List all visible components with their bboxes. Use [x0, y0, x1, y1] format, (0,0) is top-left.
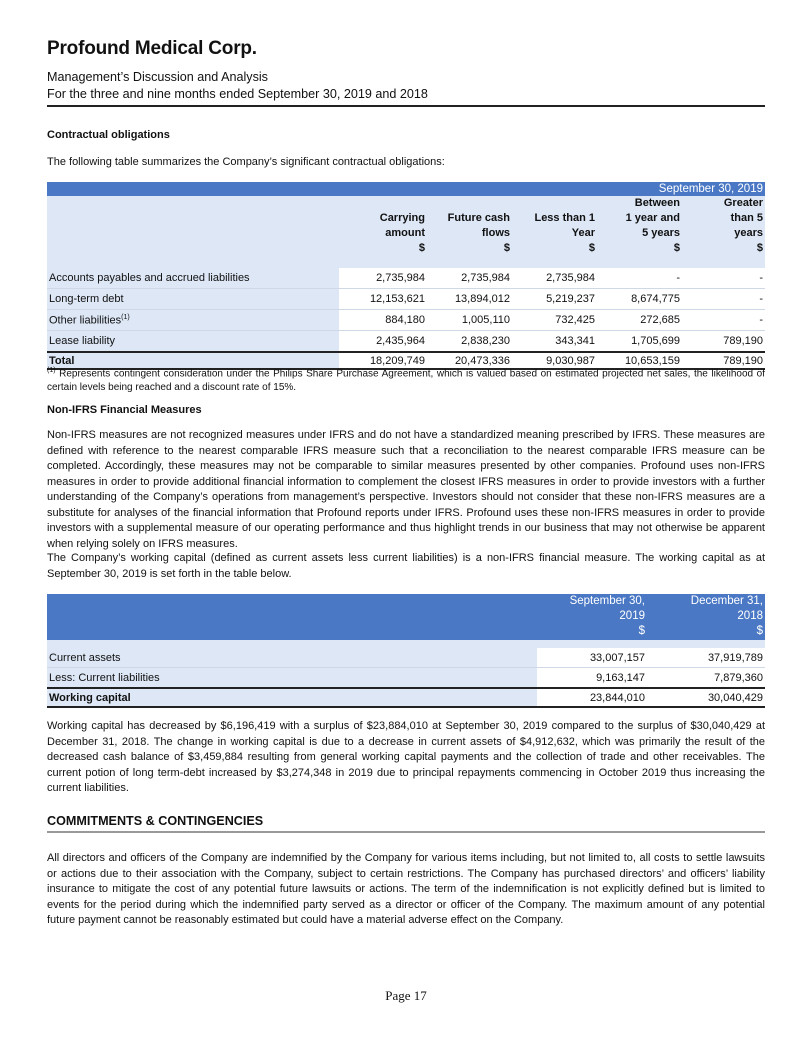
working-capital-table	[47, 594, 765, 708]
cell: 5,219,237	[512, 289, 597, 310]
column-header: Less than 1 Year $	[512, 196, 597, 258]
column-header: Carrying amount $	[339, 196, 427, 258]
cell: 33,007,157	[537, 648, 647, 668]
table-column-headers	[47, 594, 765, 640]
cell: 8,674,775	[597, 289, 682, 310]
row-label: Long-term debt	[47, 289, 339, 310]
cell: 1,005,110	[427, 310, 512, 331]
total-label: Total	[47, 352, 339, 369]
nonifrs-paragraph-2: The Company’s working capital (defined as current assets less current liabilities) is a non-IFRS financial measure. The working capital as at September 30, 2019 is set forth in the table below.	[47, 552, 765, 580]
contractual-intro: The following table summarizes the Company’s significant contractual obligations:	[47, 156, 445, 168]
table-column-headers	[47, 196, 765, 258]
total-cell: 789,190	[682, 352, 765, 369]
header-divider	[47, 105, 765, 107]
row-label: Less: Current liabilities	[47, 668, 537, 689]
row-label: Lease liability	[47, 331, 339, 353]
table-row	[47, 648, 765, 668]
contractual-heading: Contractual obligations	[47, 129, 170, 141]
total-cell: 30,040,429	[647, 688, 765, 707]
row-label: Accounts payables and accrued liabilities	[47, 268, 339, 289]
total-label: Working capital	[47, 688, 537, 707]
table-row	[47, 331, 765, 353]
cell: 2,838,230	[427, 331, 512, 353]
header-blank	[47, 594, 537, 640]
cell: 884,180	[339, 310, 427, 331]
column-header: Greater than 5 years $	[682, 196, 765, 258]
table-row	[47, 289, 765, 310]
total-cell: 10,653,159	[597, 352, 682, 369]
table-row	[47, 310, 765, 331]
nonifrs-heading: Non-IFRS Financial Measures	[47, 404, 202, 416]
cell: -	[682, 289, 765, 310]
column-header: September 30, 2019 $	[537, 594, 647, 640]
cell: -	[597, 268, 682, 289]
table-spacer	[47, 640, 765, 648]
section-divider	[47, 831, 765, 833]
report-period: For the three and nine months ended September 30, 2019 and 2018	[47, 87, 428, 101]
column-header: Between 1 year and 5 years $	[597, 196, 682, 258]
footnote-marker: (1)	[47, 367, 56, 374]
page-number: Page 17	[385, 988, 427, 1003]
cell: 2,435,964	[339, 331, 427, 353]
header-blank	[47, 196, 339, 258]
table-footnote: $^{(1)}$ Represents contingent consideration under the Philips Share Purchase Agreement, which is valued based on estimated projected net sales, the likelihood of certain levels being reached and a discount rate of 15%.	[47, 367, 766, 394]
table-row	[47, 268, 765, 289]
cell: 12,153,621	[339, 289, 427, 310]
column-header: Future cash flows $	[427, 196, 512, 258]
table-total-row	[47, 688, 765, 707]
row-label: Other liabilities$^{(1)}$	[47, 310, 339, 331]
cell: 343,341	[512, 331, 597, 353]
report-title: Management’s Discussion and Analysis	[47, 70, 268, 84]
total-cell: 20,473,336	[427, 352, 512, 369]
cell: 2,735,984	[512, 268, 597, 289]
date-header-cell: September 30, 2019	[47, 182, 765, 196]
cell: -	[682, 268, 765, 289]
cell: 9,163,147	[537, 668, 647, 689]
table-date-header	[47, 182, 765, 196]
column-header: December 31, 2018 $	[647, 594, 765, 640]
contractual-obligations-table	[47, 182, 765, 370]
table-row	[47, 668, 765, 689]
cell: 7,879,360	[647, 668, 765, 689]
total-cell: 18,209,749	[339, 352, 427, 369]
section-heading: COMMITMENTS & CONTINGENCIES	[47, 814, 264, 828]
cell: 732,425	[512, 310, 597, 331]
row-label: Current assets	[47, 648, 537, 668]
company-name: Profound Medical Corp.	[47, 38, 257, 59]
cell: 2,735,984	[339, 268, 427, 289]
total-cell: 9,030,987	[512, 352, 597, 369]
cell: 37,919,789	[647, 648, 765, 668]
cell: 2,735,984	[427, 268, 512, 289]
total-cell: 23,844,010	[537, 688, 647, 707]
cell: 789,190	[682, 331, 765, 353]
working-capital-paragraph: Working capital has decreased by $6,196,419 with a surplus of $23,884,010 at September 30, 2019 compared to the surplus of $30,040,429 at December 31, 2018. The change in working capital is due to a decrease in current assets of $4,912,632, which was primarily the result of the decreased cash balance of $3,459,884 resulting from general working capital payments and the collection of trade and other receivables. The current potion of long term-debt increased by $3,274,348 in 2019 due to principal repayments commencing in October 2019 thus increasing the current liabilities.	[47, 720, 765, 794]
footnote-marker: (1)	[121, 313, 130, 321]
cell: 13,894,012	[427, 289, 512, 310]
cell: -	[682, 310, 765, 331]
cell: 272,685	[597, 310, 682, 331]
nonifrs-paragraph-1: Non-IFRS measures are not recognized measures under IFRS and do not have a standardized meaning prescribed by IFRS. These measures are defined with reference to the nearest comparable IFRS measure such that a reconciliation to the nearest comparable IFRS measure can be completed. Accordingly, these measures may not be comparable to similar measures presented by other companies. Profound uses non-IFRS measures in order to provide additional financial information to complement the closest IFRS measures in order to provide investors with a further understanding of the Company’s operations from management’s perspective. Investors should not consider that these non-IFRS measures are a substitute for analyses of the financial information that Profound reports under IFRS. Profound uses these non-IFRS measures in order to provide investors with a supplemental measure of our operating performance and thus highlight trends in our business that may not otherwise be apparent when relying solely on IFRS measures.	[47, 429, 765, 550]
commitments-paragraph: All directors and officers of the Company are indemnified by the Company for various items including, but not limited to, all costs to settle lawsuits or actions due to their association with the Company, subject to certain restrictions. The Company has purchased directors’ and officers’ liability insurance to mitigate the cost of any potential future lawsuits or actions. The term of the indemnification is not explicitly defined but is limited to events for the period during which the indemnified party served as a director or officer of the Company. The maximum amount of any potential future payment cannot be reasonably estimated but could have a material adverse effect on the Company.	[47, 852, 765, 926]
table-spacer	[47, 258, 765, 268]
cell: 1,705,699	[597, 331, 682, 353]
